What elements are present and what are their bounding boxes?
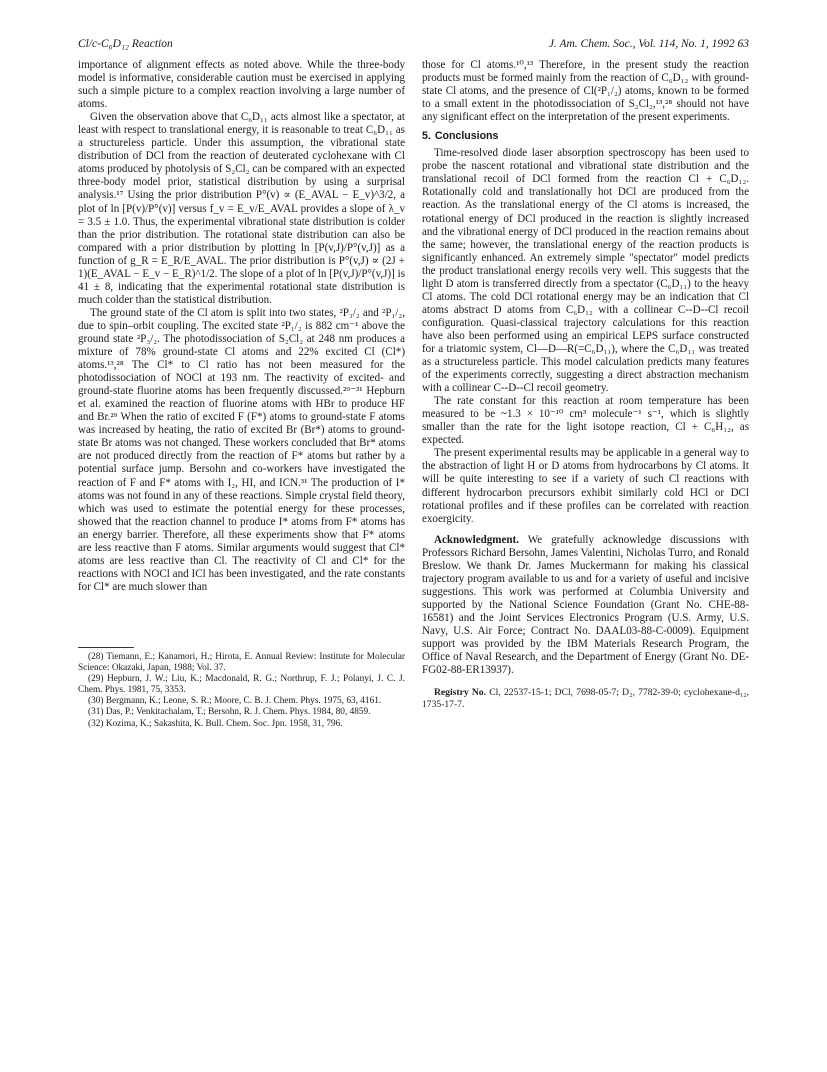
- acknowledgment-text: We gratefully acknowledge discussions with Professors Richard Bersohn, James Valentini, Nicholas Turro, and Ronald Breslow. We thank Dr. James Muckermann for making his classical trajectory program available to us and for a variety of useful and incisive suggestions. This work was performed at Columbia University and supported by the National Science Foundation (Grant No. CHE-88-16581) and the Joint Services Electronics Program (U.S. Army, U.S. Navy, U.S. Air Force; Contract No. DAAL03-88-C-0009). Equipment support was provided by the IBM Materials Research Program, the Office of Naval Research, and the Department of Energy (Grant No. DE-FG02-88-ER13937).: [422, 533, 749, 677]
- registry-lead: Registry No.: [434, 687, 487, 699]
- acknowledgment: [422, 534, 749, 678]
- registry-numbers: [422, 687, 749, 710]
- paragraph-conclusions-2: The rate constant for this reaction at room temperature has been measured to be ~1.3 × 10⁻¹⁰ cm³ molecule⁻¹ s⁻¹, which is slightly smaller than the rate for the light isotope reaction, Cl + C₆H₁₂, as expected.: [422, 395, 749, 447]
- footnote-30: (30) Bergmann, K.; Leone, S. R.; Moore, C. B. J. Chem. Phys. 1975, 63, 4161.: [88, 696, 382, 707]
- footnote-32: (32) Kozima, K.; Sakashita, K. Bull. Chem. Soc. Jpn. 1958, 31, 796.: [88, 718, 343, 729]
- paragraph-continuation-right: those for Cl atoms.¹⁰,¹³ Therefore, in the present study the reaction products must be formed mainly from the reaction of C₆D₁₂ with ground-state Cl atoms, and the presence of Cl(²P₁/₂) atoms, known to be formed to a small extent in the photodissociation of S₂Cl₂,¹³,²⁸ should not have any significant effect on the interpretation of the present experiments.: [422, 59, 749, 124]
- paragraph-continuation: importance of alignment effects as noted above. While the three-body model is informative, considerable caution must be exercised in applying such a simple picture to a complex reaction involving a large number of atoms.: [78, 59, 405, 111]
- acknowledgment-lead: Acknowledgment.: [434, 533, 519, 546]
- running-head: [78, 38, 749, 54]
- section-number: 5.: [422, 130, 431, 143]
- footnote-31: (31) Das, P.; Venkitachalam, T.; Bersohn, R. J. Chem. Phys. 1984, 80, 4859.: [88, 707, 371, 718]
- registry-text: Cl, 22537-15-1; DCl, 7698-05-7; D₂, 7782-39-0; cyclohexane-d₁₂, 1735-17-7.: [422, 687, 749, 710]
- right-column: [422, 59, 749, 710]
- paragraph-conclusions-3: The present experimental results may be applicable in a general way to the abstraction of light H or D atoms from hydrocarbons by Cl atoms. It will be quite interesting to see if a variety of such Cl reactions with different hydrocarbon precursors exhibit similarly cold HCl or DCl rotational profiles and if these profiles can be correlated with reaction exoergicity.: [422, 447, 749, 525]
- running-title: Cl/c-C₆D₁₂ Reaction: [78, 38, 173, 50]
- footnote-divider: [78, 647, 134, 648]
- section-heading-conclusions: [422, 130, 749, 143]
- left-column: [78, 59, 405, 594]
- footnote-28: (28) Tiemann, E.; Kanamori, H.; Hirota, E. Annual Review: Institute for Molecular Science: Okazaki, Japan, 1988; Vol. 37.: [78, 652, 405, 674]
- section-title: Conclusions: [434, 130, 499, 143]
- footnote-29: (29) Hepburn, J. W.; Liu, K.; Macdonald, R. G.; Northrup, F. J.; Polanyi, J. C. J. Chem. Phys. 1981, 75, 3353.: [78, 674, 405, 696]
- paragraph-surprisal-analysis: Given the observation above that C₆D₁₁ acts almost like a spectator, at least with respect to translational energy, it is reasonable to treat C₆D₁₁ as a structureless particle. Under this assumption, the vibrational state distribution of DCl from the reaction of deuterated cyclohexane with Cl atoms produced by photolysis of S₂Cl₂ can be compared with an expected three-body model prior, statistical distribution by using a surprisal analysis.¹⁷ Using the prior distribution P°(v) ∝ (E_AVAL − E_v)^3/2, a plot of ln [P(v)/P°(v)] versus f_v = E_v/E_AVAL provides a slope of λ_v = 3.5 ± 1.0. Thus, the experimental vibrational state distribution is colder than the prior distribution. The rotational state distribution can also be compared with a prior distribution by plotting ln [P(v,J)/P°(v,J)] as a function of g_R = E_R/E_AVAL. The prior distribution is P°(v,J) ∝ (2J + 1)(E_AVAL − E_v − E_R)^1/2. The slope of a plot of ln [P(v,J)/P°(v,J)] is 41 ± 8, indicating that the experimental rotational state distribution is much colder than the statistical distribution.: [78, 111, 405, 306]
- paragraph-spin-orbit: The ground state of the Cl atom is split into two states, ²P₃/₂ and ²P₁/₂, due to spin–orbit coupling. The excited state ²P₁/₂ is 882 cm⁻¹ above the ground state ²P₃/₂. The photodissociation of S₂Cl₂ at 248 nm produces a mixture of 78% ground-state Cl atoms and 22% excited Cl (Cl*) atoms.¹³,²⁸ The Cl* to Cl ratio has not been measured for the photodissociation of NOCl at 193 nm. The reactivity of excited- and ground-state fluorine atoms has been frequently discussed.²⁹⁻³¹ Hepburn et al. examined the reaction of fluorine atoms with HBr to produce HF and Br.²⁹ When the ratio of excited F (F*) atoms to ground-state F atoms was increased by heating, the ratio of excited Br (Br*) atoms to ground-state Br atoms was not changed. These workers concluded that Br* atoms are not produced directly from the reaction of F* atoms but rather by a potential surface jump. Bersohn and co-workers have investigated the reaction of F and F* atoms with I₂, HI, and ICN.³¹ The production of I* atoms was not found in any of these reactions. Simple crystal field theory, which was used to estimate the potential energy for these processes, showed that the reaction channel to produce I* atoms from F* atoms has an energy barrier. Therefore, all these experiments show that F* atoms are less reactive than F atoms. Similar arguments would suggest that Cl* atoms are less reactive than Cl. The reactivity of Cl and Cl* for the reactions with NOCl and ICl has been investigated, and the rate constants for Cl* are much slower than: [78, 306, 405, 593]
- paragraph-conclusions-1: Time-resolved diode laser absorption spectroscopy has been used to probe the nascent rotational and vibrational state distribution and the translational recoil of DCl formed from the reaction Cl + C₆D₁₂. Rotationally cold and translationally hot DCl are produced from the reaction. As the translational energy of the Cl atoms is increased, the rotational energy of DCl produced in the reaction is slightly increased and the vibrational energy of DCl produced in the reaction remains about the same; however, the translational energy of the reaction products is significantly enhanced. An extremely simple "spectator" model predicts the product translational energy recoils very well. This suggests that the light D atom is transferred directly from a spectator (C₆D₁₁) to the heavy Cl atoms. The cold DCl rotational energy may be an indication that Cl atoms abstract D atoms from C₆D₁₂ with a collinear C--D--Cl recoil configuration. Quasi-classical trajectory calculations for this reaction have also been performed using an empirical LEPS surface constructed for a triatomic system, Cl—D—R(=C₆D₁₁), where the C₆D₁₁ was treated as a structureless particle. This model calculation predicts many features of the experiments correctly, suggesting a direct abstraction mechanism with a collinear C--D--Cl recoil geometry.: [422, 147, 749, 395]
- journal-citation: J. Am. Chem. Soc., Vol. 114, No. 1, 1992 63: [548, 38, 749, 50]
- footnotes: [78, 647, 405, 730]
